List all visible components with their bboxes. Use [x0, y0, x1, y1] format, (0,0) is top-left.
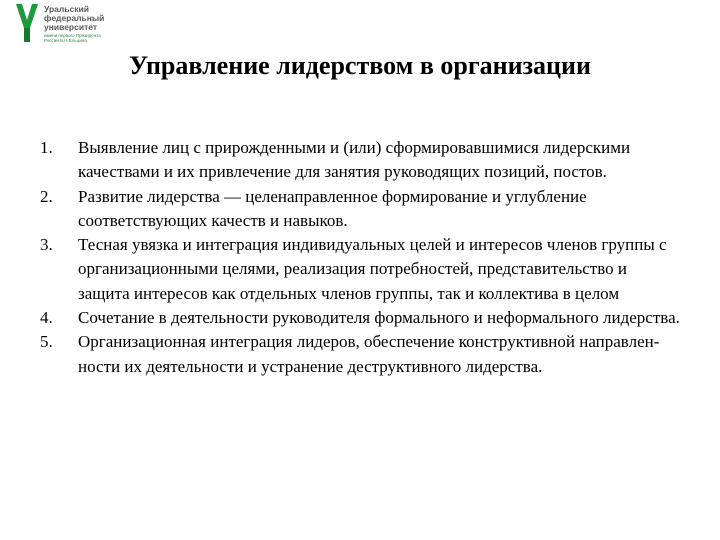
logo-wordmark [44, 5, 104, 32]
list-item [40, 330, 680, 379]
slide-title: Управление лидерством в организации [129, 51, 591, 80]
list-item [40, 185, 680, 234]
logo-subtitle [44, 33, 101, 43]
list-item-text: Сочетание в деятельности руководителя формального и неформального лидерства. [78, 308, 680, 328]
logo-sub-line: России Б.Н.Ельцина [44, 38, 87, 43]
list-item-number: 3. [40, 235, 53, 255]
list-item-text: Организационная интеграция лидеров, обеспечение конструктивной направлен-ности их деятельности и устранение деструктивного лидерства. [78, 332, 660, 376]
list-item-text: Выявление лиц с прирожденными и (или) сформировавшимися лидерскими качествами и их привлечение для занятия руководящих позиций, постов. [78, 138, 631, 182]
list-item [40, 306, 680, 330]
ural-university-logo-icon [14, 4, 40, 42]
list-item-number: 1. [40, 138, 53, 157]
list-item-text: Развитие лидерства — целенаправленное формирование и углубление соответствующих качеств и навыков. [78, 186, 587, 230]
numbered-list [40, 136, 680, 379]
logo-sub-line: имени первого Президента [44, 33, 101, 38]
list-item-number: 2. [40, 186, 53, 206]
logo-line: университет [44, 22, 98, 32]
list-item-text: Тесная увязка и интеграция индивидуальных целей и интересов членов группы с организационными целями, реализация потребностей, представительство и защита интересов как отдельных членов группы, так и коллектива в целом [78, 235, 667, 303]
logo-line: федеральный [44, 13, 105, 23]
list-item-number: 5. [40, 332, 53, 352]
university-logo [14, 4, 144, 44]
list-item-number: 4. [40, 308, 53, 328]
list-item [40, 233, 680, 306]
list-item [40, 136, 680, 185]
logo-line: Уральский [44, 4, 89, 14]
